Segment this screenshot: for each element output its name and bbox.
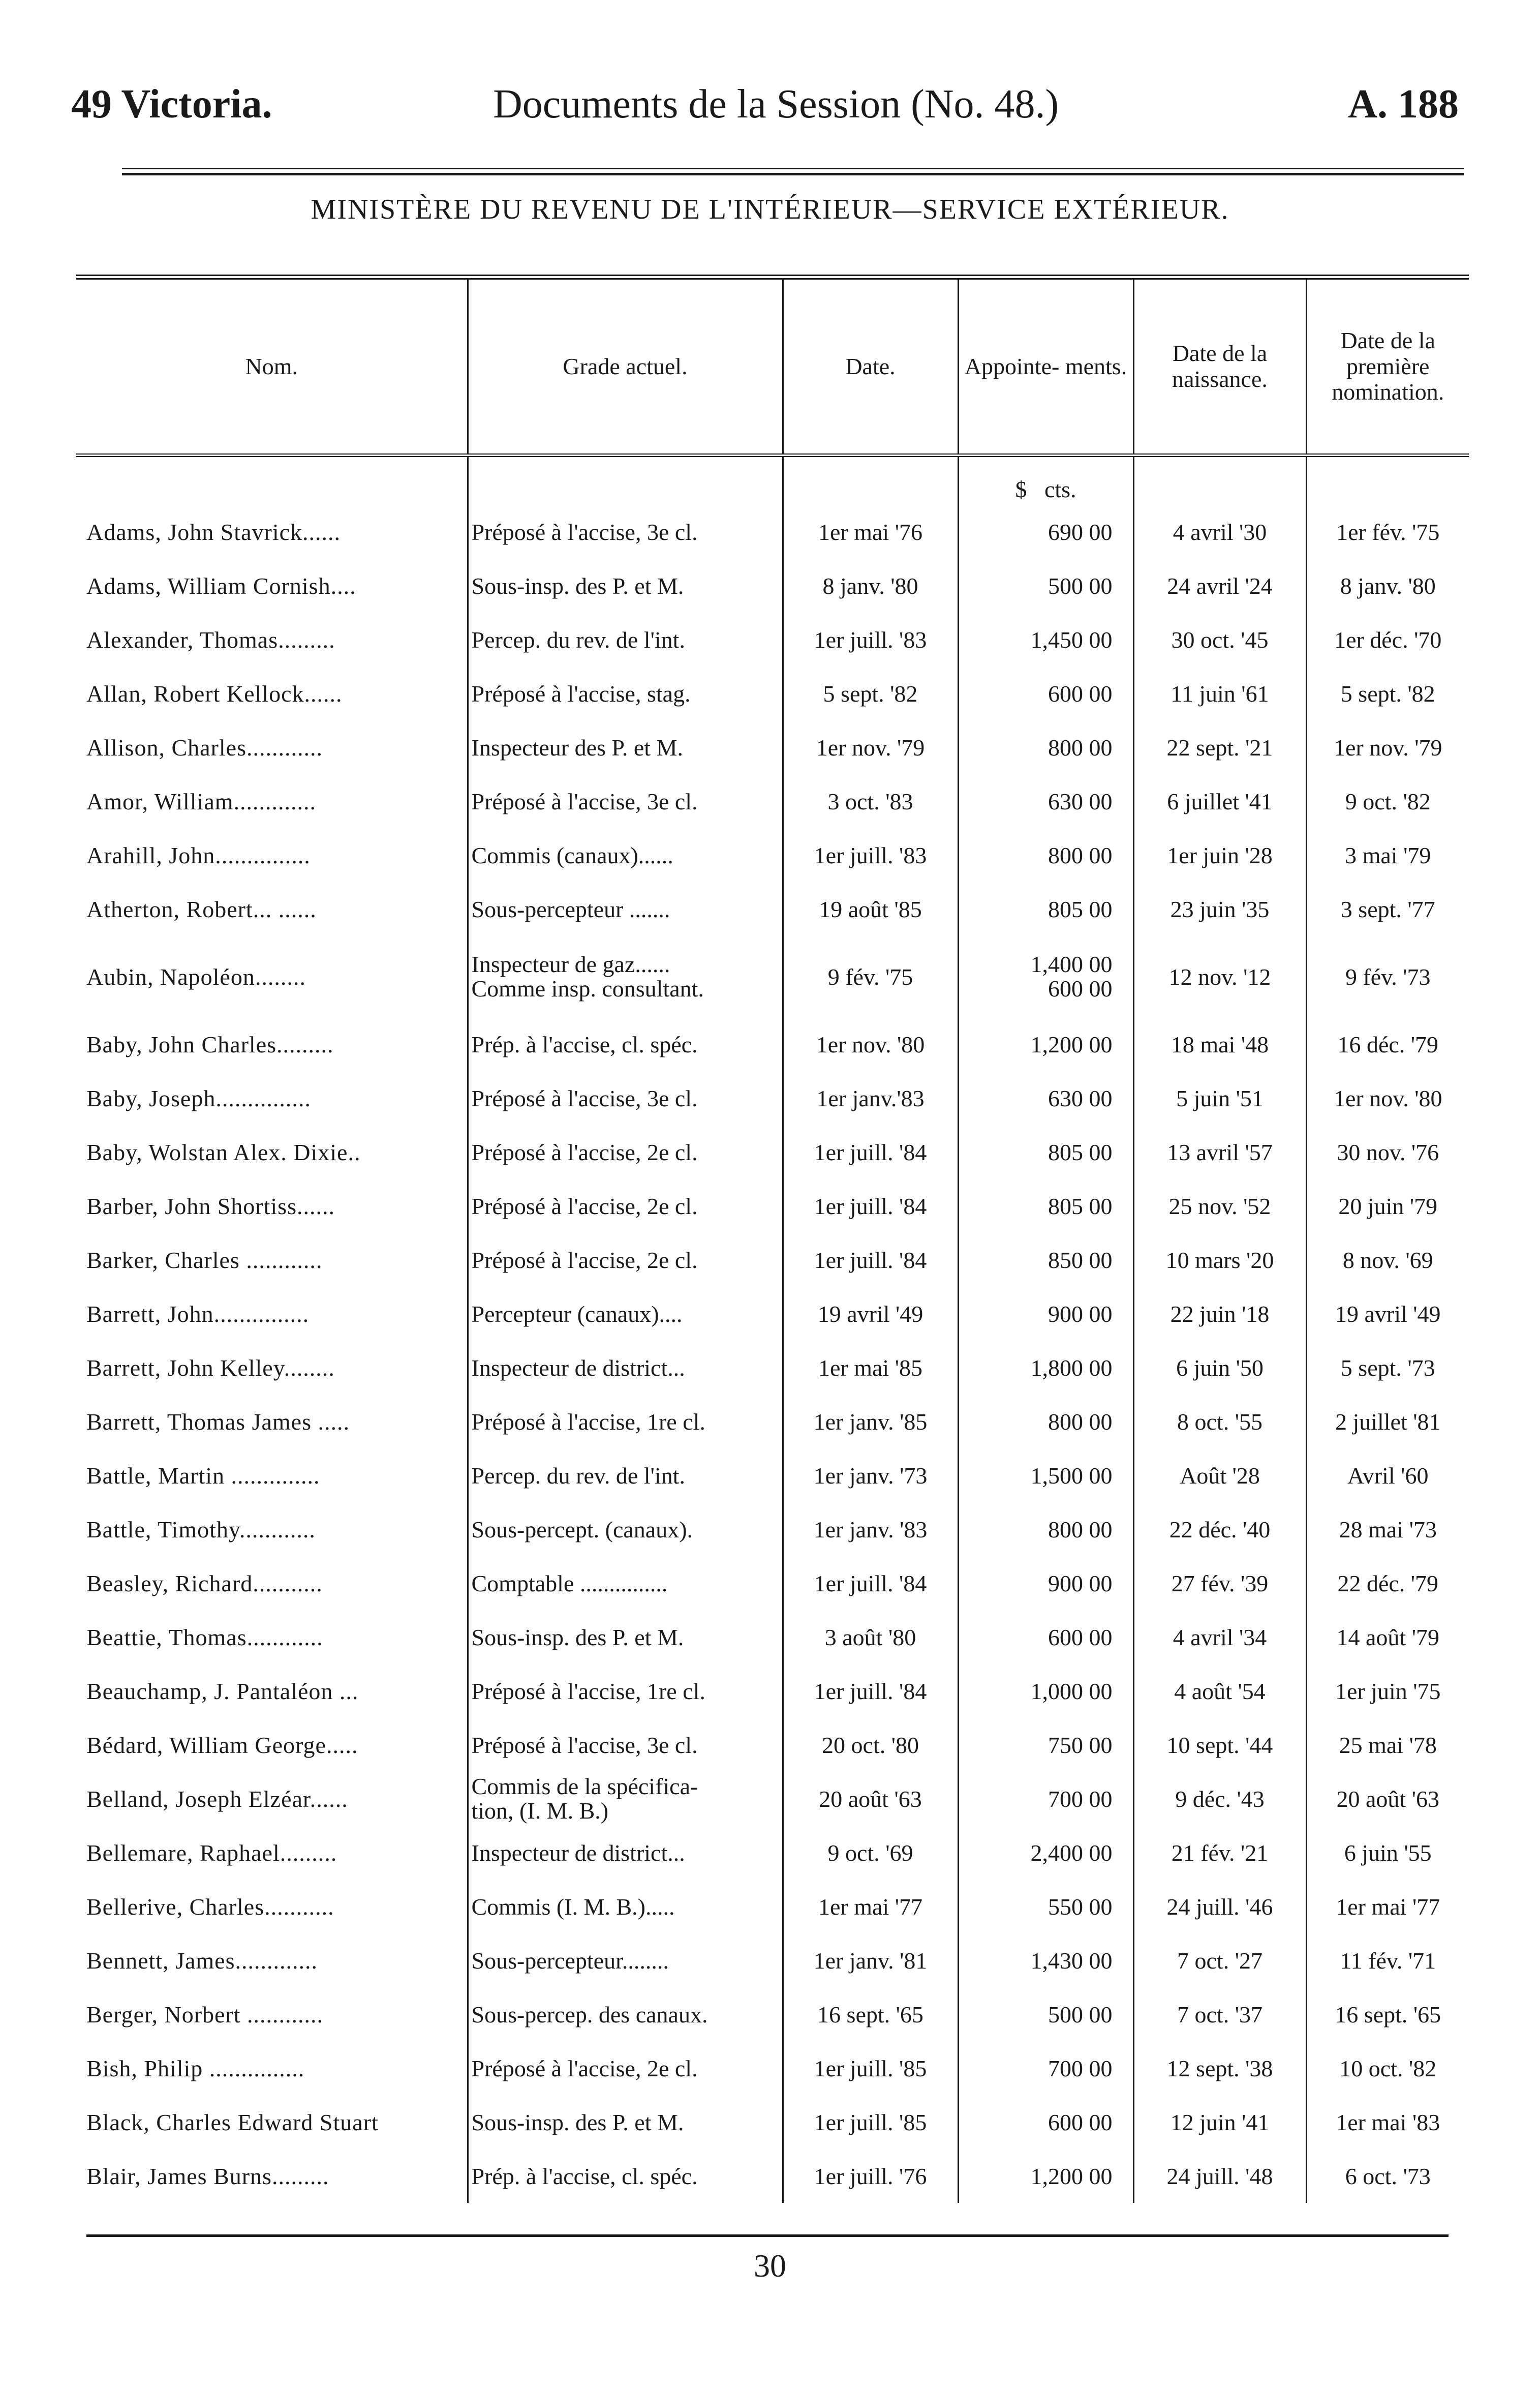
cents-label: cts. bbox=[1044, 476, 1076, 502]
table-row bbox=[76, 2149, 1469, 2203]
cell-naissance: 22 juin '18 bbox=[1133, 1287, 1306, 1341]
cell-grade: Préposé à l'accise, 2e cl. bbox=[468, 1125, 783, 1179]
cell-grade: Percepteur (canaux).... bbox=[468, 1287, 783, 1341]
cell-date: 1er juill. '84 bbox=[783, 1556, 958, 1610]
cell-date: 1er juill. '84 bbox=[783, 1664, 958, 1718]
col-header-nomination: Date de la première nomination. bbox=[1306, 277, 1469, 456]
cell-nomination: 16 sept. '65 bbox=[1306, 1987, 1469, 2041]
cell-nomination: 1er juin '75 bbox=[1306, 1664, 1469, 1718]
cell-date: 1er juill. '83 bbox=[783, 828, 958, 882]
header-rule-bottom bbox=[122, 173, 1464, 175]
cell-grade: Inspecteur de gaz...... Comme insp. consultant. bbox=[468, 936, 783, 1017]
cell-grade: Préposé à l'accise, 3e cl. bbox=[468, 1071, 783, 1125]
table-row bbox=[76, 613, 1469, 667]
table-row bbox=[76, 1017, 1469, 1071]
cell-nom: Battle, Timothy............ bbox=[86, 1516, 316, 1542]
cell-nom: Baby, Wolstan Alex. Dixie.. bbox=[86, 1139, 361, 1165]
cell-date: 20 août '63 bbox=[783, 1772, 958, 1826]
dollar-sign: $ bbox=[1015, 476, 1027, 502]
cell-nom: Atherton, Robert... ...... bbox=[86, 896, 317, 922]
cell-nomination: 8 janv. '80 bbox=[1306, 559, 1469, 613]
cell-nomination: 6 juin '55 bbox=[1306, 1826, 1469, 1880]
table-row bbox=[76, 1125, 1469, 1179]
cell-appointements: 900 00 bbox=[958, 1556, 1133, 1610]
header-documents: Documents de la Session (No. 48.) bbox=[493, 82, 1059, 127]
cell-naissance: 7 oct. '37 bbox=[1133, 1987, 1306, 2041]
table-row bbox=[76, 936, 1469, 1017]
cell-nomination: 1er nov. '79 bbox=[1306, 720, 1469, 774]
table-row bbox=[76, 1610, 1469, 1664]
cell-date: 1er janv. '85 bbox=[783, 1395, 958, 1448]
cell-appointements: 850 00 bbox=[958, 1233, 1133, 1287]
cell-date: 8 janv. '80 bbox=[783, 559, 958, 613]
cell-nomination: 25 mai '78 bbox=[1306, 1718, 1469, 1772]
cell-naissance: 27 fév. '39 bbox=[1133, 1556, 1306, 1610]
cell-date: 1er juill. '84 bbox=[783, 1179, 958, 1233]
cell-date: 3 oct. '83 bbox=[783, 774, 958, 828]
cell-grade: Percep. du rev. de l'int. bbox=[468, 1448, 783, 1502]
cell-naissance: 12 juin '41 bbox=[1133, 2095, 1306, 2149]
cell-grade: Comptable ............... bbox=[468, 1556, 783, 1610]
cell-grade: Percep. du rev. de l'int. bbox=[468, 613, 783, 667]
cell-appointements: 630 00 bbox=[958, 1071, 1133, 1125]
cell-nomination: 19 avril '49 bbox=[1306, 1287, 1469, 1341]
cell-nom: Arahill, John............... bbox=[86, 842, 311, 868]
cell-appointements: 550 00 bbox=[958, 1880, 1133, 1933]
cell-grade: Préposé à l'accise, 2e cl. bbox=[468, 2041, 783, 2095]
cell-nom: Adams, William Cornish.... bbox=[86, 572, 356, 599]
cell-nom: Adams, John Stavrick...... bbox=[86, 519, 341, 545]
cell-nom: Blair, James Burns......... bbox=[86, 2163, 329, 2189]
cell-grade: Préposé à l'accise, 3e cl. bbox=[468, 1718, 783, 1772]
table-row bbox=[76, 667, 1469, 720]
cell-appointements: 500 00 bbox=[958, 1987, 1133, 2041]
cell-grade: Commis (I. M. B.)..... bbox=[468, 1880, 783, 1933]
cell-appointements: 1,450 00 bbox=[958, 613, 1133, 667]
cell-naissance: 8 oct. '55 bbox=[1133, 1395, 1306, 1448]
col-header-naissance: Date de la naissance. bbox=[1133, 277, 1306, 456]
cell-naissance: Août '28 bbox=[1133, 1448, 1306, 1502]
cell-nom: Black, Charles Edward Stuart bbox=[86, 2109, 379, 2135]
cell-appointements: 2,400 00 bbox=[958, 1826, 1133, 1880]
cell-naissance: 10 mars '20 bbox=[1133, 1233, 1306, 1287]
cell-nomination: 1er mai '83 bbox=[1306, 2095, 1469, 2149]
cell-grade: Sous-insp. des P. et M. bbox=[468, 559, 783, 613]
cell-nom: Beasley, Richard........... bbox=[86, 1570, 323, 1596]
cell-nom: Baby, Joseph............... bbox=[86, 1085, 311, 1111]
cell-nom: Aubin, Napoléon........ bbox=[86, 963, 306, 990]
col-header-date: Date. bbox=[783, 277, 958, 456]
cell-naissance: 6 juillet '41 bbox=[1133, 774, 1306, 828]
col-header-nom: Nom. bbox=[76, 277, 468, 456]
cell-naissance: 4 avril '30 bbox=[1133, 505, 1306, 559]
page-subtitle: MINISTÈRE DU REVENU DE L'INTÉRIEUR—SERVICE EXTÉRIEUR. bbox=[311, 194, 1229, 225]
cell-grade: Sous-percep. des canaux. bbox=[468, 1987, 783, 2041]
cell-grade: Inspecteur de district... bbox=[468, 1341, 783, 1395]
cell-appointements: 600 00 bbox=[958, 667, 1133, 720]
table-row bbox=[76, 1880, 1469, 1933]
cell-grade: Prép. à l'accise, cl. spéc. bbox=[468, 2149, 783, 2203]
cell-nom: Bennett, James............. bbox=[86, 1947, 318, 1974]
cell-appointements: 1,430 00 bbox=[958, 1933, 1133, 1987]
cell-grade: Sous-percepteur........ bbox=[468, 1933, 783, 1987]
employee-table bbox=[76, 275, 1469, 2203]
cell-appointements: 700 00 bbox=[958, 1772, 1133, 1826]
col-header-grade: Grade actuel. bbox=[468, 277, 783, 456]
cell-grade: Inspecteur des P. et M. bbox=[468, 720, 783, 774]
cell-grade: Commis de la spécifica- tion, (I. M. B.) bbox=[468, 1772, 783, 1826]
cell-appointements: 800 00 bbox=[958, 1502, 1133, 1556]
cell-nom: Baby, John Charles......... bbox=[86, 1031, 334, 1057]
table-row bbox=[76, 1287, 1469, 1341]
cell-appointements: 700 00 bbox=[958, 2041, 1133, 2095]
cell-nom: Amor, William............. bbox=[86, 788, 317, 814]
cell-nomination: 3 mai '79 bbox=[1306, 828, 1469, 882]
cell-grade: Sous-percepteur ....... bbox=[468, 882, 783, 936]
cell-date: 1er juill. '85 bbox=[783, 2095, 958, 2149]
cell-appointements: 800 00 bbox=[958, 828, 1133, 882]
cell-nomination: 9 fév. '73 bbox=[1306, 936, 1469, 1017]
cell-naissance: 7 oct. '27 bbox=[1133, 1933, 1306, 1987]
cell-appointements: 600 00 bbox=[958, 1610, 1133, 1664]
cell-grade: Préposé à l'accise, stag. bbox=[468, 667, 783, 720]
cell-appointements: 750 00 bbox=[958, 1718, 1133, 1772]
cell-nom: Barrett, John Kelley........ bbox=[86, 1354, 335, 1381]
table-header-row bbox=[76, 277, 1469, 456]
cell-naissance: 10 sept. '44 bbox=[1133, 1718, 1306, 1772]
cell-grade: Préposé à l'accise, 2e cl. bbox=[468, 1179, 783, 1233]
cell-nom: Alexander, Thomas......... bbox=[86, 626, 335, 653]
cell-nom: Allison, Charles............ bbox=[86, 734, 323, 761]
cell-date: 1er juill. '84 bbox=[783, 1233, 958, 1287]
cell-date: 1er juill. '85 bbox=[783, 2041, 958, 2095]
cell-naissance: 4 avril '34 bbox=[1133, 1610, 1306, 1664]
cell-naissance: 18 mai '48 bbox=[1133, 1017, 1306, 1071]
cell-naissance: 11 juin '61 bbox=[1133, 667, 1306, 720]
cell-appointements: 900 00 bbox=[958, 1287, 1133, 1341]
cell-appointements: 600 00 bbox=[958, 2095, 1133, 2149]
cell-nom: Battle, Martin .............. bbox=[86, 1462, 320, 1489]
cell-appointements: 805 00 bbox=[958, 882, 1133, 936]
table-row bbox=[76, 1556, 1469, 1610]
cell-grade: Préposé à l'accise, 3e cl. bbox=[468, 505, 783, 559]
cell-naissance: 24 juill. '48 bbox=[1133, 2149, 1306, 2203]
cell-nomination: 1er nov. '80 bbox=[1306, 1071, 1469, 1125]
cell-naissance: 24 juill. '46 bbox=[1133, 1880, 1306, 1933]
cell-nomination: 14 août '79 bbox=[1306, 1610, 1469, 1664]
cell-naissance: 1er juin '28 bbox=[1133, 828, 1306, 882]
cell-appointements: 690 00 bbox=[958, 505, 1133, 559]
cell-naissance: 22 déc. '40 bbox=[1133, 1502, 1306, 1556]
header-session: 49 Victoria. bbox=[71, 82, 272, 127]
cell-appointements: 1,500 00 bbox=[958, 1448, 1133, 1502]
cell-naissance: 5 juin '51 bbox=[1133, 1071, 1306, 1125]
table-row bbox=[76, 505, 1469, 559]
cell-nom: Barrett, John............... bbox=[86, 1300, 310, 1327]
cell-appointements: 800 00 bbox=[958, 1395, 1133, 1448]
cell-grade: Préposé à l'accise, 1re cl. bbox=[468, 1664, 783, 1718]
cell-date: 1er mai '77 bbox=[783, 1880, 958, 1933]
table-row bbox=[76, 1718, 1469, 1772]
cell-grade: Préposé à l'accise, 1re cl. bbox=[468, 1395, 783, 1448]
cell-naissance: 21 fév. '21 bbox=[1133, 1826, 1306, 1880]
cell-appointements: 1,400 00 600 00 bbox=[958, 936, 1133, 1017]
cell-grade: Sous-insp. des P. et M. bbox=[468, 1610, 783, 1664]
col-header-appointements: Appointe- ments. bbox=[958, 277, 1133, 456]
table-row bbox=[76, 2095, 1469, 2149]
cell-nomination: 1er mai '77 bbox=[1306, 1880, 1469, 1933]
cell-naissance: 13 avril '57 bbox=[1133, 1125, 1306, 1179]
cell-date: 1er juill. '83 bbox=[783, 613, 958, 667]
cell-date: 20 oct. '80 bbox=[783, 1718, 958, 1772]
cell-grade: Préposé à l'accise, 3e cl. bbox=[468, 774, 783, 828]
cell-grade: Prép. à l'accise, cl. spéc. bbox=[468, 1017, 783, 1071]
table-row bbox=[76, 1987, 1469, 2041]
cell-naissance: 12 nov. '12 bbox=[1133, 936, 1306, 1017]
cell-nomination: 30 nov. '76 bbox=[1306, 1125, 1469, 1179]
cell-nomination: 28 mai '73 bbox=[1306, 1502, 1469, 1556]
cell-nomination: 5 sept. '73 bbox=[1306, 1341, 1469, 1395]
cell-nom: Barber, John Shortiss...... bbox=[86, 1193, 335, 1219]
table-row bbox=[76, 1664, 1469, 1718]
cell-naissance: 6 juin '50 bbox=[1133, 1341, 1306, 1395]
cell-nomination: 6 oct. '73 bbox=[1306, 2149, 1469, 2203]
cell-nom: Bish, Philip ............... bbox=[86, 2055, 305, 2081]
cell-nomination: 5 sept. '82 bbox=[1306, 667, 1469, 720]
cell-date: 1er janv.'83 bbox=[783, 1071, 958, 1125]
table-row bbox=[76, 1826, 1469, 1880]
cell-date: 1er juill. '84 bbox=[783, 1125, 958, 1179]
cell-nom: Beattie, Thomas............ bbox=[86, 1624, 323, 1650]
cell-naissance: 22 sept. '21 bbox=[1133, 720, 1306, 774]
page-number: 30 bbox=[754, 2248, 786, 2284]
cell-date: 1er janv. '73 bbox=[783, 1448, 958, 1502]
cell-nom: Barrett, Thomas James ..... bbox=[86, 1408, 350, 1435]
table-row bbox=[76, 1772, 1469, 1826]
cell-nom: Bellemare, Raphael......... bbox=[86, 1839, 337, 1866]
table-row bbox=[76, 1341, 1469, 1395]
cell-naissance: 9 déc. '43 bbox=[1133, 1772, 1306, 1826]
cell-appointements: 1,200 00 bbox=[958, 1017, 1133, 1071]
cell-nomination: 11 fév. '71 bbox=[1306, 1933, 1469, 1987]
cell-naissance: 23 juin '35 bbox=[1133, 882, 1306, 936]
cell-naissance: 30 oct. '45 bbox=[1133, 613, 1306, 667]
cell-date: 19 août '85 bbox=[783, 882, 958, 936]
table-row bbox=[76, 1179, 1469, 1233]
table-row bbox=[76, 1395, 1469, 1448]
header-rule-top bbox=[122, 168, 1464, 169]
cell-date: 5 sept. '82 bbox=[783, 667, 958, 720]
units-row bbox=[76, 456, 1469, 505]
cell-nomination: 8 nov. '69 bbox=[1306, 1233, 1469, 1287]
cell-nomination: 22 déc. '79 bbox=[1306, 1556, 1469, 1610]
cell-date: 9 fév. '75 bbox=[783, 936, 958, 1017]
cell-nomination: 20 juin '79 bbox=[1306, 1179, 1469, 1233]
cell-grade: Commis (canaux)...... bbox=[468, 828, 783, 882]
table-row bbox=[76, 1071, 1469, 1125]
cell-grade: Inspecteur de district... bbox=[468, 1826, 783, 1880]
table-row bbox=[76, 774, 1469, 828]
cell-naissance: 24 avril '24 bbox=[1133, 559, 1306, 613]
cell-appointements: 500 00 bbox=[958, 559, 1133, 613]
cell-nom: Beauchamp, J. Pantaléon ... bbox=[86, 1678, 359, 1704]
table-row bbox=[76, 559, 1469, 613]
table-row bbox=[76, 1933, 1469, 1987]
cell-nom: Berger, Norbert ............ bbox=[86, 2001, 324, 2028]
page-header bbox=[71, 81, 1459, 137]
header-year: A. 188 bbox=[1348, 82, 1459, 127]
cell-appointements: 1,000 00 bbox=[958, 1664, 1133, 1718]
cell-nomination: 10 oct. '82 bbox=[1306, 2041, 1469, 2095]
cell-date: 1er janv. '81 bbox=[783, 1933, 958, 1987]
cell-naissance: 4 août '54 bbox=[1133, 1664, 1306, 1718]
cell-date: 19 avril '49 bbox=[783, 1287, 958, 1341]
table-row bbox=[76, 882, 1469, 936]
bottom-rule bbox=[86, 2234, 1449, 2237]
cell-appointements: 1,200 00 bbox=[958, 2149, 1133, 2203]
cell-grade: Sous-percept. (canaux). bbox=[468, 1502, 783, 1556]
cell-appointements: 630 00 bbox=[958, 774, 1133, 828]
cell-nomination: 1er fév. '75 bbox=[1306, 505, 1469, 559]
cell-grade: Préposé à l'accise, 2e cl. bbox=[468, 1233, 783, 1287]
table-row bbox=[76, 828, 1469, 882]
cell-nom: Bellerive, Charles........... bbox=[86, 1893, 334, 1920]
table-row bbox=[76, 2041, 1469, 2095]
cell-naissance: 25 nov. '52 bbox=[1133, 1179, 1306, 1233]
cell-nomination: 16 déc. '79 bbox=[1306, 1017, 1469, 1071]
table-row bbox=[76, 1233, 1469, 1287]
cell-nomination: 1er déc. '70 bbox=[1306, 613, 1469, 667]
table-row bbox=[76, 1502, 1469, 1556]
cell-nomination: 3 sept. '77 bbox=[1306, 882, 1469, 936]
table-row bbox=[76, 720, 1469, 774]
cell-naissance: 12 sept. '38 bbox=[1133, 2041, 1306, 2095]
cell-appointements: 805 00 bbox=[958, 1179, 1133, 1233]
cell-date: 1er juill. '76 bbox=[783, 2149, 958, 2203]
cell-nomination: Avril '60 bbox=[1306, 1448, 1469, 1502]
cell-nomination: 20 août '63 bbox=[1306, 1772, 1469, 1826]
cell-nomination: 9 oct. '82 bbox=[1306, 774, 1469, 828]
cell-nom: Belland, Joseph Elzéar...... bbox=[86, 1786, 348, 1812]
cell-appointements: 805 00 bbox=[958, 1125, 1133, 1179]
cell-nom: Allan, Robert Kellock...... bbox=[86, 680, 343, 707]
cell-appointements: 1,800 00 bbox=[958, 1341, 1133, 1395]
cell-date: 1er nov. '80 bbox=[783, 1017, 958, 1071]
cell-date: 16 sept. '65 bbox=[783, 1987, 958, 2041]
cell-date: 1er nov. '79 bbox=[783, 720, 958, 774]
table-row bbox=[76, 1448, 1469, 1502]
cell-nomination: 2 juillet '81 bbox=[1306, 1395, 1469, 1448]
cell-appointements: 800 00 bbox=[958, 720, 1133, 774]
cell-date: 1er janv. '83 bbox=[783, 1502, 958, 1556]
cell-nom: Barker, Charles ............ bbox=[86, 1247, 323, 1273]
cell-date: 3 août '80 bbox=[783, 1610, 958, 1664]
cell-date: 1er mai '76 bbox=[783, 505, 958, 559]
cell-grade: Sous-insp. des P. et M. bbox=[468, 2095, 783, 2149]
cell-date: 1er mai '85 bbox=[783, 1341, 958, 1395]
cell-nom: Bédard, William George..... bbox=[86, 1732, 358, 1758]
cell-date: 9 oct. '69 bbox=[783, 1826, 958, 1880]
